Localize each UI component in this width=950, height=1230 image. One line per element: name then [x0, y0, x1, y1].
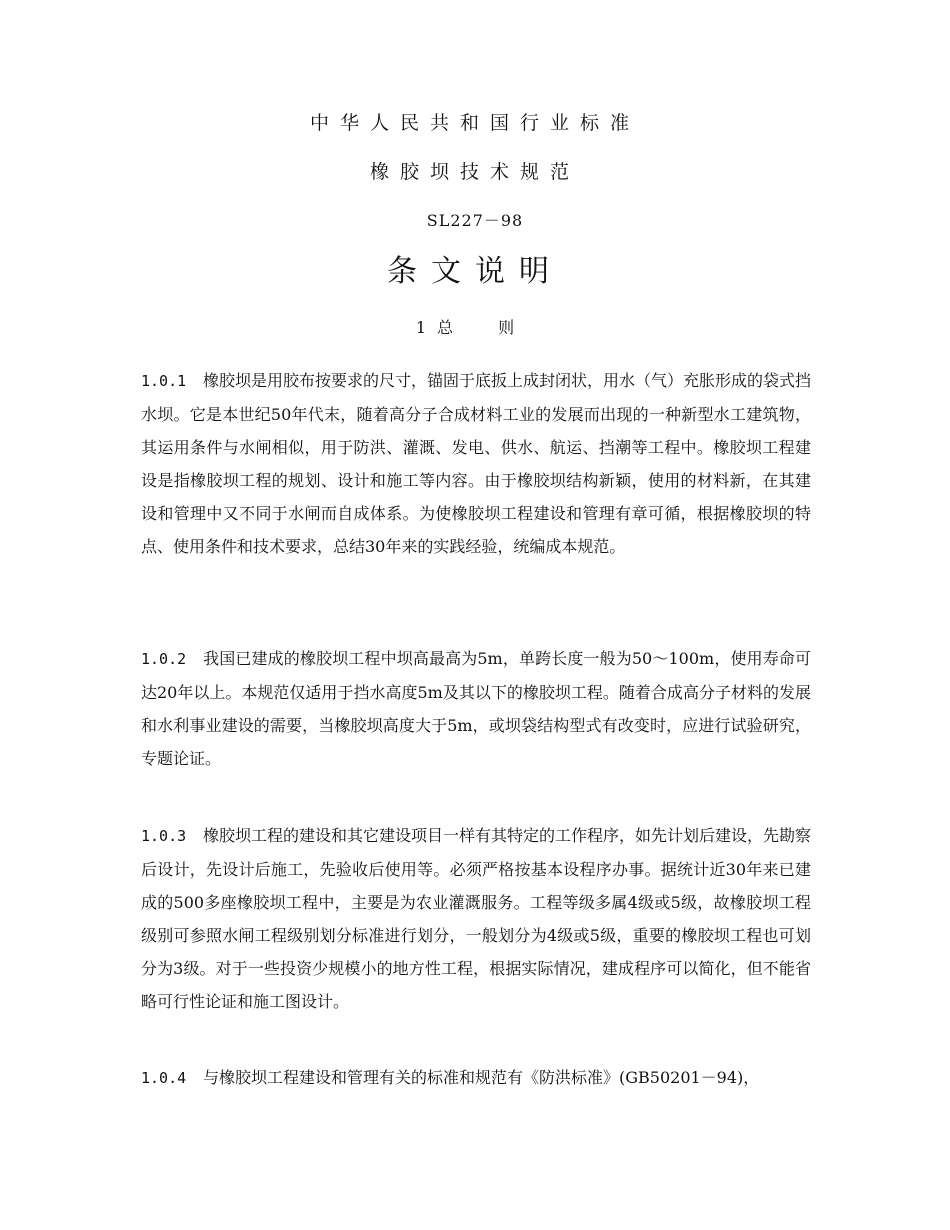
document-title: 橡胶坝技术规范 — [369, 161, 580, 183]
clause-number: 1.0.1 — [141, 372, 187, 390]
clause-text: 橡胶坝工程的建设和其它建设项目一样有其特定的工作程序，如先计划后建设，先勘察后设计，先设计后施工，先验收后使用等。必须严格按基本设程序办事。据统计近30年来已建成的500多座橡胶坝工程中，主要是为农业灌溉服务。工程等级多属4级或5级，故橡胶坝工程级别可参照水闸工程级别划分标准进行划分，一般划分为4级或5级，重要的橡胶坝工程也可划分为3级。对于一些投资少规模小的地方性工程，根据实际情况，建成程序可以简化，但不能省略可行性论证和施工图设计。 — [141, 826, 812, 1011]
clause-text: 橡胶坝是用胶布按要求的尺寸，锚固于底扳上成封闭状，用水（气）充胀形成的袋式挡水坝。它是本世纪50年代末，随着高分子合成材料工业的发展而出现的一种新型水工建筑物，其运用条件与水闸相似，用于防洪、灌溉、发电、供水、航运、挡潮等工程中。橡胶坝工程建设是指橡胶坝工程的规划、设计和施工等内容。由于橡胶坝结构新颖，使用的材料新，在其建设和管理中又不同于水闸而自成体系。为使橡胶坝工程建设和管理有章可循，根据橡胶坝的特点、使用条件和技术要求，总结30年来的实践经验，统编成本规范。 — [141, 371, 812, 556]
clause-number: 1.0.3 — [141, 827, 187, 845]
clause-paragraph — [141, 642, 811, 775]
clause-paragraph — [141, 364, 811, 563]
chapter-number: 1 — [415, 318, 430, 337]
clause-number: 1.0.2 — [141, 650, 187, 668]
chapter-heading — [0, 315, 950, 338]
clause-number: 1.0.4 — [141, 1069, 187, 1087]
clause-paragraph — [141, 819, 811, 1018]
standard-category-heading: 中华人民共和国行业标准 — [309, 112, 640, 134]
section-title: 条文说明 — [387, 254, 563, 289]
clause-paragraph — [141, 1061, 811, 1095]
chapter-title: 总 则 — [437, 318, 535, 337]
clause-text: 我国已建成的橡胶坝工程中坝高最高为5m，单跨长度一般为50～100m，使用寿命可达20年以上。本规范仅适用于挡水高度5m及其以下的橡胶坝工程。随着合成高分子材料的发展和水利事业建设的需要，当橡胶坝高度大于5m，或坝袋结构型式有改变时，应进行试验研究，专题论证。 — [141, 649, 811, 768]
clause-text: 与橡胶坝工程建设和管理有关的标准和规范有《防洪标准》(GB50201－94)， — [203, 1068, 760, 1087]
document-code: SL227－98 — [426, 211, 524, 230]
